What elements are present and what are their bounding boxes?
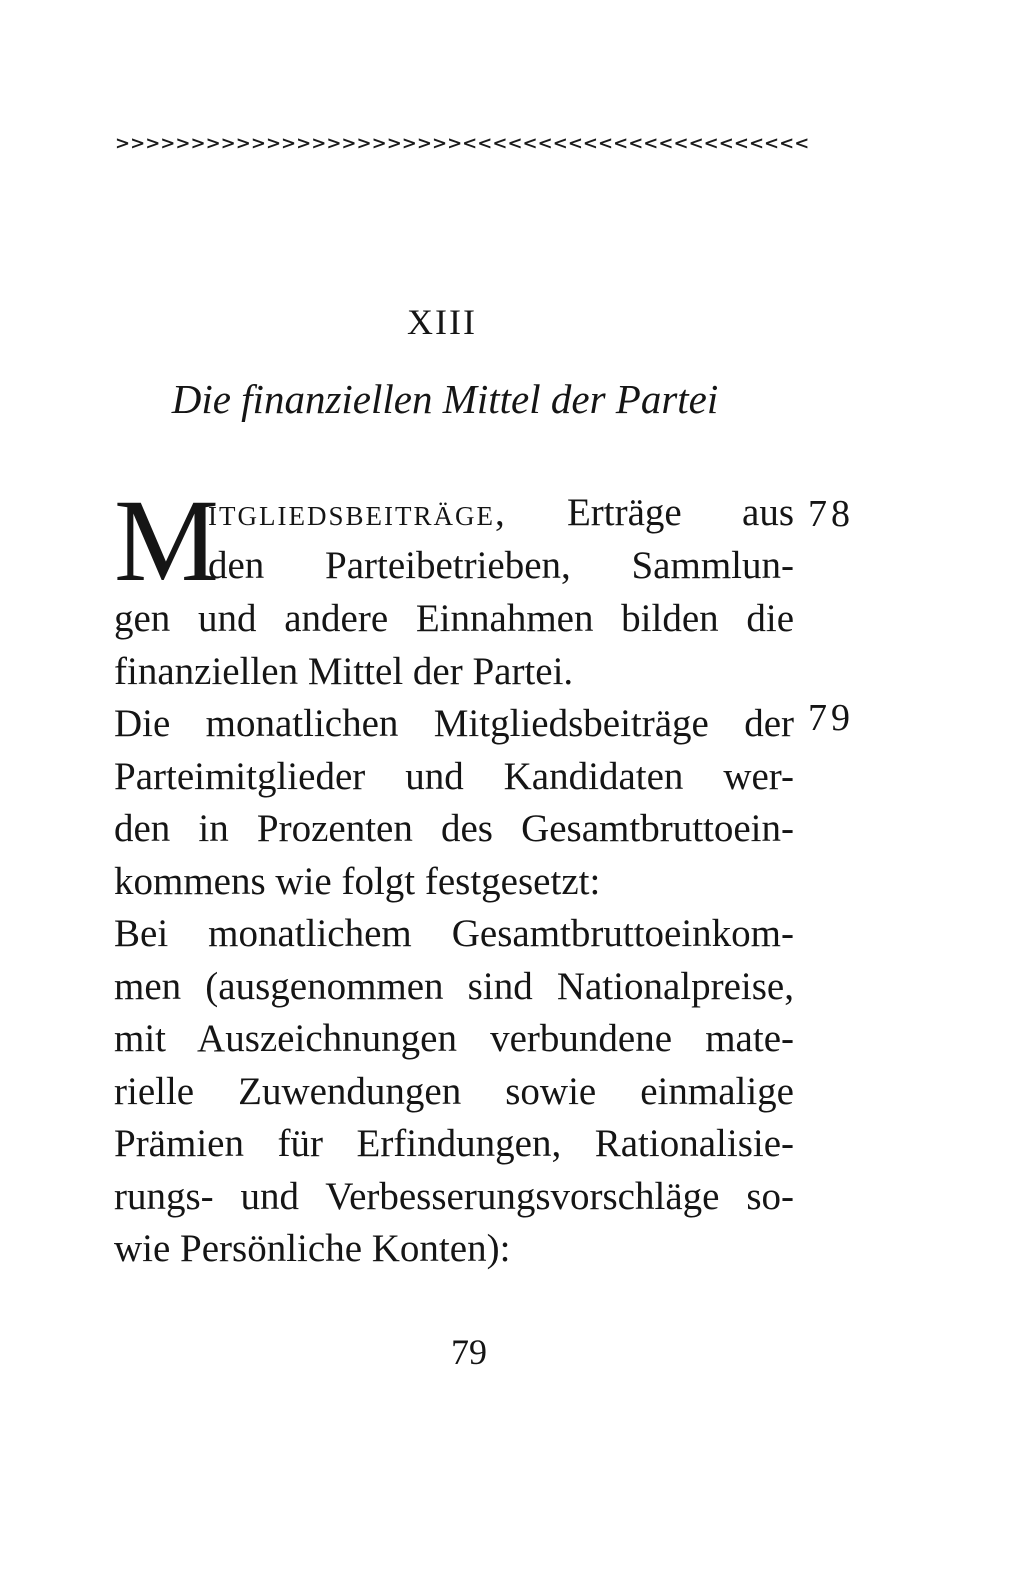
- text-line: finanziellen Mittel der Partei.: [114, 649, 574, 693]
- ornament-chevron-left-icon: <: [492, 133, 508, 154]
- ornament-chevron-left-icon: <: [462, 133, 478, 154]
- ornament-chevron-left-icon: <: [733, 133, 749, 154]
- ornament-chevron-right-icon: >: [326, 133, 342, 154]
- ornament-chevron-left-icon: <: [477, 133, 493, 154]
- ornament-chevron-left-icon: <: [673, 133, 689, 154]
- ornament-chevron-left-icon: <: [794, 133, 810, 154]
- ornament-chevron-right-icon: >: [145, 133, 161, 154]
- page-number: 79: [451, 1332, 487, 1372]
- ornament-chevron-left-icon: <: [764, 133, 780, 154]
- text-line: Die monatlichen Mitgliedsbeiträge der: [114, 702, 794, 745]
- ornament-chevron-left-icon: <: [522, 133, 538, 154]
- ornament-chevron-right-icon: >: [265, 133, 282, 154]
- ornament-chevron-left-icon: <: [703, 133, 719, 154]
- margin-number-78: 78: [808, 493, 854, 535]
- drop-cap: M: [114, 475, 219, 606]
- ornament-chevron-left-icon: <: [507, 133, 523, 154]
- ornament-chevron-left-icon: <: [582, 133, 598, 154]
- ornament-chevron-right-icon: >: [341, 133, 357, 154]
- ornament-chevron-left-icon: <: [613, 133, 629, 154]
- ornament-chevron-left-icon: <: [567, 133, 583, 154]
- ornament-chevron-right-icon: >: [371, 133, 387, 154]
- text-line: rungs- und Verbesserungsvorschläge so-: [114, 1174, 794, 1218]
- ornament-chevron-left-icon: <: [688, 133, 704, 154]
- ornament-chevron-left-icon: <: [598, 133, 614, 154]
- text-fragment: Erträge aus: [566, 491, 794, 534]
- chapter-title: Die finanziellen Mittel der Partei: [171, 376, 719, 422]
- ornament-chevron-right-icon: >: [296, 133, 312, 154]
- ornament-chevron-left-icon: <: [748, 133, 765, 154]
- ornament-chevron-right-icon: >: [311, 133, 327, 154]
- ornament-chevron-right-icon: >: [190, 133, 206, 154]
- ornament-chevron-left-icon: <: [537, 133, 553, 154]
- ornament-chevron-right-icon: >: [160, 133, 176, 154]
- ornament-chevron-right-icon: >: [130, 133, 146, 154]
- text-line: den Parteibetrieben, Sammlun-: [208, 543, 794, 587]
- ornament-chevron-left-icon: <: [658, 133, 674, 154]
- text-line: Prämien für Erfindungen, Rationalisie-: [114, 1122, 794, 1165]
- text-line: Parteimitglieder und Kandidaten wer-: [114, 754, 794, 798]
- ornament-chevron-right-icon: >: [250, 133, 266, 154]
- ornament-chevron-right-icon: >: [416, 133, 432, 154]
- ornament-rule: [115, 132, 810, 156]
- ornament-chevron-right-icon: >: [447, 133, 463, 154]
- small-caps-lead: itgliedsbeiträge,: [208, 491, 507, 534]
- ornament-chevron-right-icon: >: [205, 133, 221, 154]
- chapter-number: XIII: [407, 302, 477, 342]
- text-line: rielle Zuwendungen sowie einmalige: [114, 1069, 794, 1113]
- ornament-chevron-right-icon: >: [175, 133, 191, 154]
- ornament-chevron-right-icon: >: [431, 133, 448, 154]
- text-line: den in Prozenten des Gesamtbruttoein-: [114, 807, 794, 850]
- text-line: wie Persönliche Konten):: [114, 1227, 511, 1270]
- text-line: men (ausgenommen sind Nationalpreise,: [114, 964, 794, 1008]
- ornament-chevron-right-icon: >: [401, 133, 417, 154]
- ornament-chevron-right-icon: >: [235, 133, 251, 154]
- text-line: mit Auszeichnungen verbundene mate-: [114, 1017, 794, 1060]
- ornament-chevron-left-icon: <: [628, 133, 644, 154]
- margin-number-79: 79: [808, 697, 854, 739]
- ornament-chevron-left-icon: <: [779, 133, 795, 154]
- ornament-chevron-right-icon: >: [386, 133, 402, 154]
- ornament-chevron-right-icon: >: [115, 133, 131, 154]
- ornament-chevron-left-icon: <: [718, 133, 734, 154]
- ornament-chevron-right-icon: >: [356, 133, 372, 154]
- ornament-chevron-right-icon: >: [281, 133, 297, 154]
- text-line: [114, 487, 794, 540]
- text-line: gen und andere Einnahmen bilden die: [114, 597, 794, 640]
- text-line: kommens wie folgt festgesetzt:: [114, 859, 601, 903]
- ornament-chevron-right-icon: >: [220, 133, 236, 154]
- ornament-chevron-left-icon: <: [643, 133, 659, 154]
- text-line: Bei monatlichem Gesamtbruttoeinkom-: [114, 912, 794, 955]
- body-text: [114, 475, 794, 1276]
- ornament-chevron-left-icon: <: [552, 133, 568, 154]
